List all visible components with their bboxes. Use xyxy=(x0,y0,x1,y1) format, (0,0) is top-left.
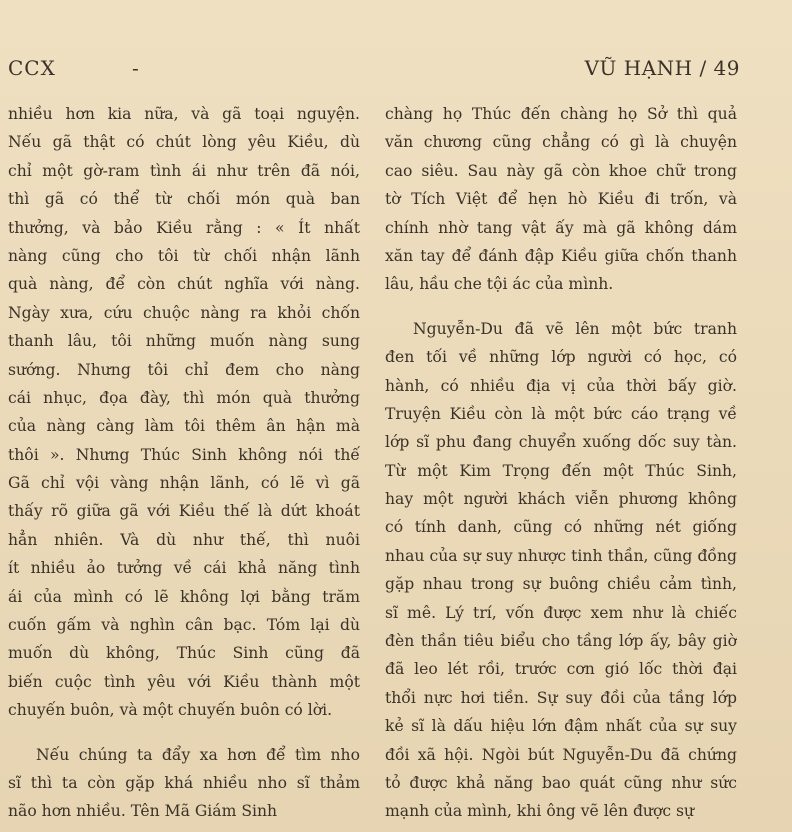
text-line: chỉ một gờ-ram tình ái như trên đã nói, xyxy=(8,161,360,180)
text-line: thôi ». Nhưng Thúc Sinh không nói thế xyxy=(8,445,360,464)
paragraph xyxy=(385,315,737,826)
text-line: tỏ được khả năng bao quát cũng như sức xyxy=(385,773,737,792)
left-column xyxy=(8,100,360,826)
text-line: hẳn nhiên. Và dù như thế, thì nuôi xyxy=(8,530,360,549)
header-dash: - xyxy=(132,56,139,80)
paragraph xyxy=(8,100,360,725)
text-line: xăn tay để đánh đập Kiều giữa chốn thanh xyxy=(385,246,737,265)
text-line: nhiều hơn kia nữa, và gã toại nguyện. xyxy=(8,105,360,123)
text-line: chuyến buôn, và một chuyến buôn có lời. xyxy=(8,701,333,720)
text-line: sĩ mê. Lý trí, vốn được xem như là chiếc xyxy=(385,603,737,622)
text-line: Từ một Kim Trọng đến một Thúc Sinh, xyxy=(385,461,737,480)
text-line: Nguyễn-Du đã vẽ lên một bức tranh xyxy=(413,319,737,338)
text-line: ít nhiều ảo tưởng về cái khả năng tình xyxy=(8,559,360,578)
text-line: lâu, hầu che tội ác của mình. xyxy=(385,275,614,294)
header-running-title: VŨ HẠNH / 49 xyxy=(584,56,740,80)
paragraph xyxy=(8,741,360,826)
page-header xyxy=(8,56,740,84)
text-line: sĩ thì ta còn gặp khá nhiều nho sĩ thảm xyxy=(8,773,360,792)
text-line: thì gã có thể từ chối món quà ban xyxy=(8,190,360,209)
text-line: kẻ sĩ là dấu hiệu lớn đậm nhất của sự suy xyxy=(385,717,737,736)
text-line: văn chương cũng chẳng có gì là chuyện xyxy=(385,133,737,152)
text-line: biến cuộc tình yêu với Kiều thành một xyxy=(8,672,360,691)
text-line: ái của mình có lẽ không lợi bằng trăm xyxy=(8,587,360,606)
text-line: nàng cũng cho tôi từ chối nhận lãnh xyxy=(8,246,360,265)
paragraph xyxy=(385,100,737,299)
header-section-number: CCX xyxy=(8,56,56,80)
text-line: Gã chỉ vội vàng nhận lãnh, có lẽ vì gã xyxy=(8,474,360,493)
text-line: có tính danh, cũng có những nét giống xyxy=(385,518,737,537)
text-line: não hơn nhiều. Tên Mã Giám Sinh xyxy=(8,802,278,821)
text-line: hay một người khách viễn phương không xyxy=(385,490,737,509)
paragraph-gap xyxy=(8,725,360,741)
text-line: chính nhờ tang vật ấy mà gã không dám xyxy=(385,218,737,237)
text-line: thưởng, và bảo Kiều rằng : « Ít nhất xyxy=(8,218,360,237)
text-line: mạnh của mình, khi ông vẽ lên được sự xyxy=(385,802,695,821)
right-column xyxy=(385,100,737,826)
text-line: đen tối về những lớp người có học, có xyxy=(385,348,737,367)
text-line: đồi xã hội. Ngòi bút Nguyễn-Du đã chứng xyxy=(385,745,737,764)
text-line: Nếu chúng ta đẩy xa hơn để tìm nho xyxy=(36,745,360,764)
text-line: quà nàng, để còn chút nghĩa với nàng. xyxy=(8,275,360,294)
text-line: đèn thần tiêu biểu cho tầng lớp ấy, bây giờ xyxy=(385,632,737,651)
text-line: thấy rõ giữa gã với Kiều thế là dứt khoát xyxy=(8,502,360,521)
text-line: cao siêu. Sau này gã còn khoe chữ trong xyxy=(385,161,737,180)
text-line: của nàng càng làm tôi thêm ân hận mà xyxy=(8,417,360,436)
text-line: thổi nực hơi tiền. Sự suy đồi của tầng lớp xyxy=(385,688,737,707)
text-line: lớp sĩ phu đang chuyển xuống dốc suy tàn. xyxy=(385,433,737,452)
text-line: thanh lâu, tôi những muốn nàng sung xyxy=(8,332,360,351)
text-line: sướng. Nhưng tôi chỉ đem cho nàng xyxy=(8,360,360,379)
text-line: Ngày xưa, cứu chuộc nàng ra khỏi chốn xyxy=(8,303,360,322)
paragraph-gap xyxy=(385,299,737,315)
text-line: muốn dù không, Thúc Sinh cũng đã xyxy=(8,644,360,663)
text-line: Nếu gã thật có chút lòng yêu Kiều, dù xyxy=(8,133,360,152)
text-line: đã leo lét rồi, trước cơn gió lốc thời đại xyxy=(385,660,737,679)
text-line: gặp nhau trong sự buông chiều cảm tình, xyxy=(385,575,737,594)
text-line: chàng họ Thúc đến chàng họ Sở thì quả xyxy=(385,105,737,123)
text-line: cái nhục, đọa đày, thì món quà thưởng xyxy=(8,388,360,407)
text-line: Truyện Kiều còn là một bức cáo trạng về xyxy=(385,404,737,423)
text-line: tờ Tích Việt để hẹn hò Kiều đi trốn, và xyxy=(385,190,737,209)
text-line: cuốn gấm và nghìn cân bạc. Tóm lại dù xyxy=(8,616,360,635)
text-line: nhau của sự suy nhược tinh thần, cũng đồng xyxy=(385,546,737,565)
text-line: hành, có nhiều địa vị của thời bấy giờ. xyxy=(385,376,737,395)
